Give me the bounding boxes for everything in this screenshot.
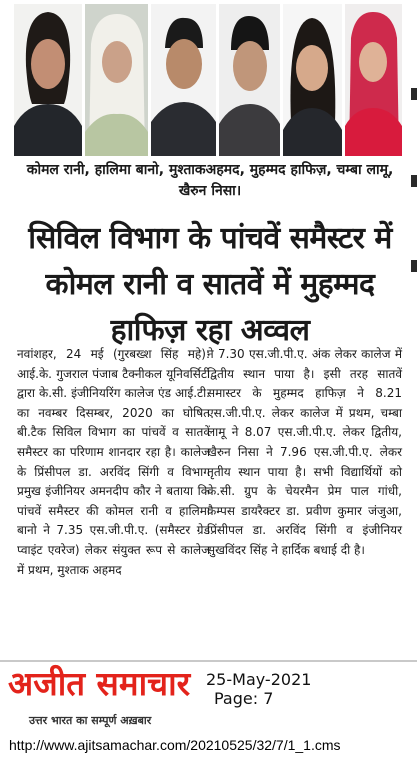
- page-number: Page: 7: [214, 689, 274, 708]
- publication-date: 25-May-2021: [206, 670, 312, 689]
- article-headline: सिविल विभाग के पांचवें समैस्टर में कोमल रानी व सातवें में मुहम्मद हाफिज़ रहा अव्वल: [28, 221, 392, 348]
- newspaper-logo: अजीत समाचार: [8, 664, 191, 703]
- portrait-strip: [14, 4, 402, 156]
- source-url[interactable]: http://www.ajitsamachar.com/20210525/32/7/1_1.cms: [9, 737, 341, 753]
- scan-edge-mark: [411, 175, 417, 187]
- portrait-photo: [219, 4, 280, 156]
- portrait-photo: [151, 4, 216, 156]
- scan-edge-mark: [411, 260, 417, 272]
- portrait-photo: [14, 4, 82, 156]
- newspaper-tagline: उत्तर भारत का सम्पूर्ण अख़बार: [29, 714, 152, 727]
- photo-caption: कोमल रानी, हालिमा बानो, मुश्ताकअहमद, मुहम्मद हाफिज़, चम्बा लामू, खैरुन निसा।: [26, 162, 394, 199]
- portrait-photo: [345, 4, 402, 156]
- article-column-left: नवांशहर, 24 मई (गुरबख्श सिंह महे): आई.के. गुजराल पंजाब टैक्नीकल यूनिवर्सिटी द्वारा के.सी. इंजीनियरिंग कालेज एंड आई.टी. का नवम्बर दिसम्बर, 2020 का घोषित बी.टैक सिविल विभाग का पांचवें व सातवें समैस्टर का परिणाम शानदार रहा है। कालेज के प्रिंसीपल डा. अरविंद सिंगी व विभाग प्रमुख इंजीनियर अमनदीप कौर ने बताया कि पांचवें समैस्टर की कोमल रानी व हालिमा बानो ने 7.35 एस.जी.पी.ए. (समैस्टर ग्रेड प्वाइंट एवरेज) लेकर संयुक्त रूप से कालेज में प्रथम, मुश्ताक अहमद: [17, 347, 210, 577]
- divider: [0, 660, 417, 662]
- portrait-photo: [283, 4, 342, 156]
- portrait-photo: [85, 4, 148, 156]
- article-column-right: ने 7.30 एस.जी.पी.ए. अंक लेकर कालेज में द्वितीय स्थान पाया है। इसी तरह सातवें समास्टर के मुहम्मद हाफिज़ ने 8.21 एस.जी.पी.ए. लेकर कालेज में प्रथम, चम्बा लामू ने 8.07 एस.जी.पी.ए. लेकर द्वितीय, खैरुन निसा ने 7.96 एस.जी.पी.ए. लेकर तृतीय स्थान पाया है। सभी विद्यार्थियों को के.सी. ग्रुप के चेयरमैन प्रेम पाल गांधी, कैम्पस डायरैक्टर डा. प्रवीण कुमार जंजुआ, प्रिंसीपल डा. अरविंद सिंगी व इंजीनियर सुखविंदर सिंह ने हार्दिक बधाई दी है।: [207, 347, 402, 557]
- scan-edge-mark: [411, 88, 417, 100]
